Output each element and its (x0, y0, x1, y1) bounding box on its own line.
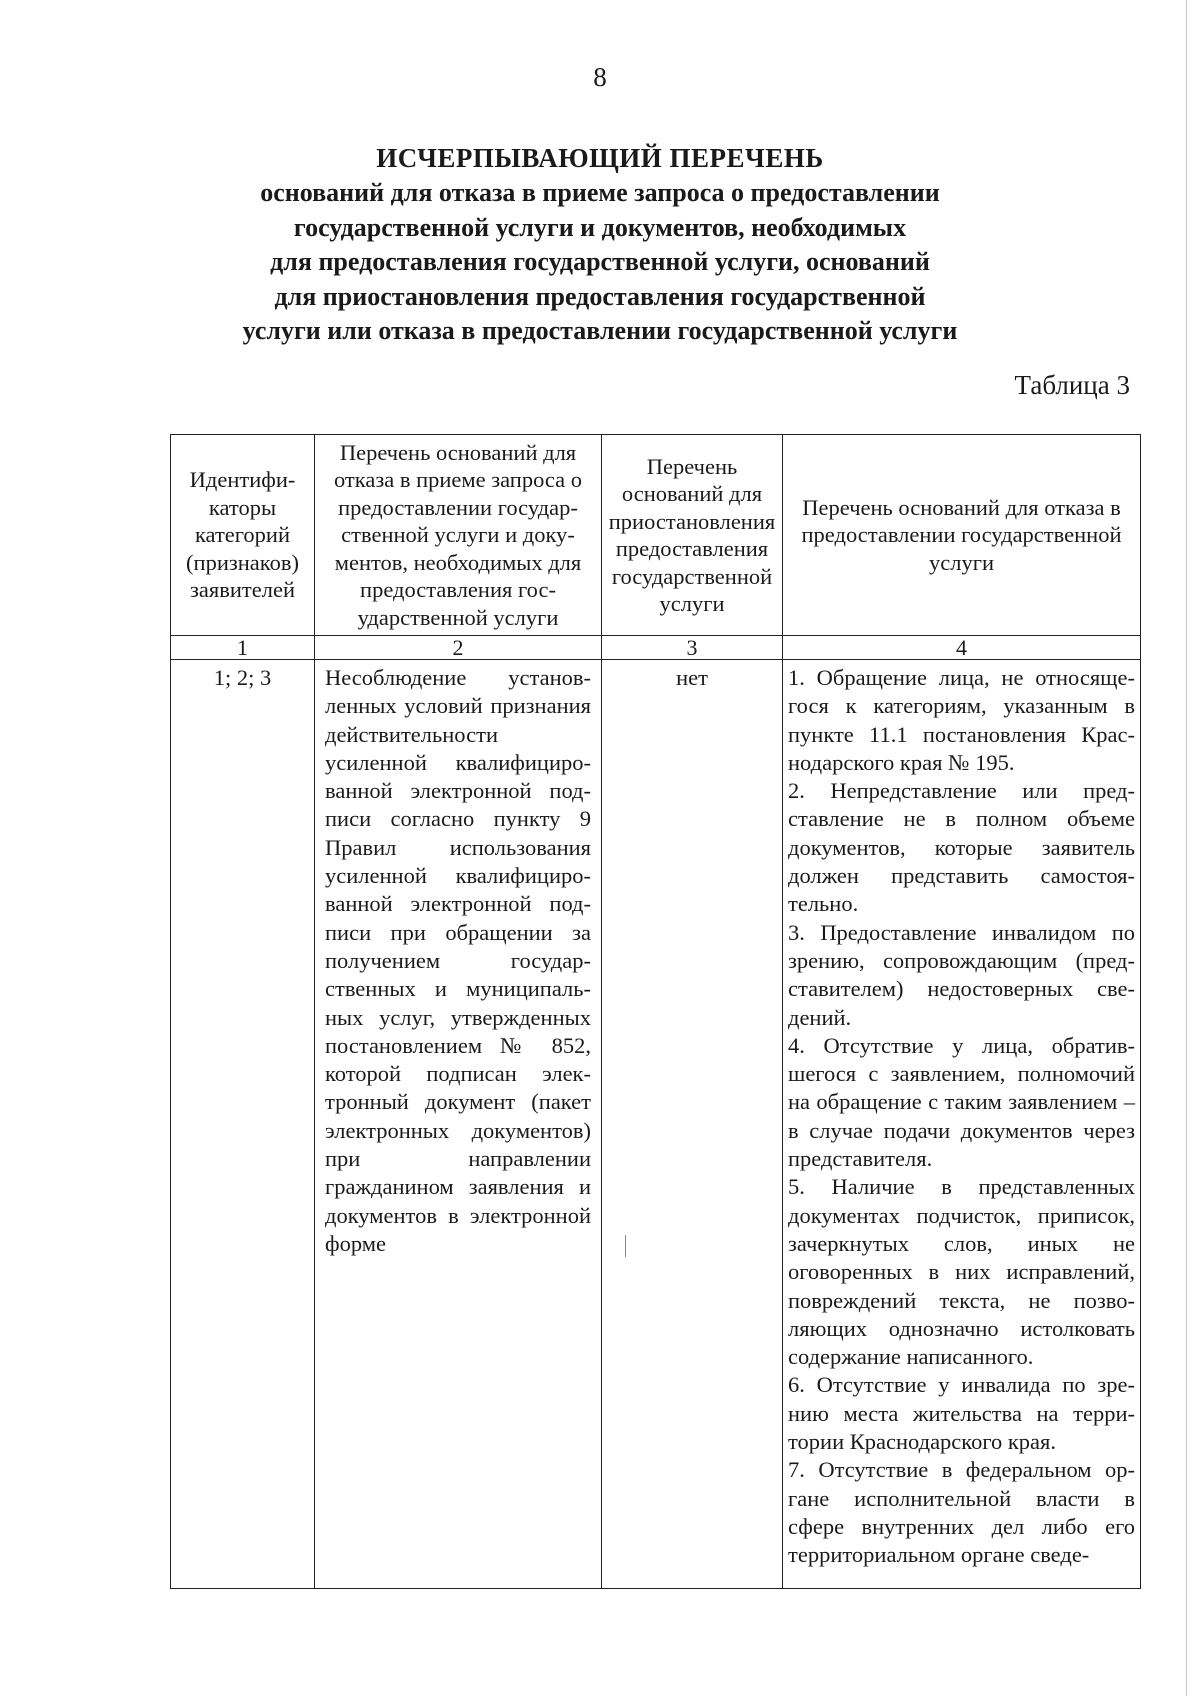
header-categories: Идентификаторы категорий (признаков) заявителей (171, 435, 315, 636)
column-number: 2 (315, 636, 602, 660)
document-title (160, 140, 1040, 349)
header-refusal-reception: Перечень оснований для отказа в приеме запроса о предоставлении государственной услуги и документов, необходимых для предоставления государственной услуги (315, 435, 602, 636)
column-number: 4 (783, 636, 1141, 660)
cell-suspension: нет (602, 660, 783, 1589)
title-line: для приостановления предоставления государственной (274, 281, 926, 311)
header-refusal-service: Перечень оснований для отказа в предоставлении государственной услуги (783, 435, 1141, 636)
table-header-row (171, 435, 1141, 636)
column-number-row (171, 636, 1141, 660)
title-line: услуги или отказа в предоставлении государственной услуги (242, 316, 958, 345)
grounds-table (170, 434, 1141, 1589)
column-number: 1 (171, 636, 315, 660)
scan-edge (1186, 0, 1187, 1696)
refusal-item: 1. Обращение лица, не относящегося к категориям, указанным в пункте 11.1 постановления Краснодарского края № 195. (788, 665, 1135, 775)
cell-refusal-service (783, 660, 1141, 1589)
title-main: ИСЧЕРПЫВАЮЩИЙ ПЕРЕЧЕНЬ (376, 143, 824, 173)
refusal-item: 5. Наличие в представленных документах подчисток, приписок, зачеркнутых слов, иных не оговоренных в них исправлений, повреждений текста, не позволяющих однозначно истолковать содержание написанного. (788, 1174, 1135, 1370)
title-line: государственной услуги и документов, необходимых (293, 212, 907, 242)
refusal-item: 4. Отсутствие у лица, обратившегося с заявлением, полномочий на обращение с таким заявлением – в случае подачи документов через представителя. (788, 1032, 1135, 1172)
title-line: для предоставления государственной услуги, оснований (270, 247, 930, 276)
refusal-item: 6. Отсутствие у инвалида по зрению места жительства на территории Краснодарского края. (788, 1372, 1135, 1455)
header-suspension: Перечень оснований для приостановления предоставления государственной услуги (602, 435, 783, 636)
table-row (171, 660, 1141, 1589)
cell-categories: 1; 2; 3 (171, 660, 315, 1589)
table-label: Таблица 3 (1014, 370, 1130, 400)
page-number: 8 (593, 62, 607, 92)
column-number: 3 (602, 636, 783, 660)
scan-mark (625, 1235, 626, 1257)
refusal-item: 7. Отсутствие в федеральном органе исполнительной власти в сфере внутренних дел либо его территориальном органе сведе- (788, 1457, 1135, 1568)
title-line: оснований для отказа в приеме запроса о предоставлении (260, 178, 940, 207)
refusal-item: 3. Предоставление инвалидом по зрению, сопровождающим (представителем) недостоверных сведений. (788, 919, 1135, 1030)
cell-refusal-reception: Несоблюдение установленных условий признания действительности усиленной квалифицированной электронной подписи согласно пункту 9 Правил использования усиленной квалифицированной электронной подписи при обращении за получением государственных и муниципальных услуг, утвержденных постановлением № 852, которой подписан электронный документ (пакет электронных документов) при направлении гражданином заявления и документов в электронной форме (315, 660, 602, 1589)
refusal-item: 2. Непредставление или представление не в полном объеме документов, которые заявитель должен представить самостоятельно. (788, 778, 1135, 917)
